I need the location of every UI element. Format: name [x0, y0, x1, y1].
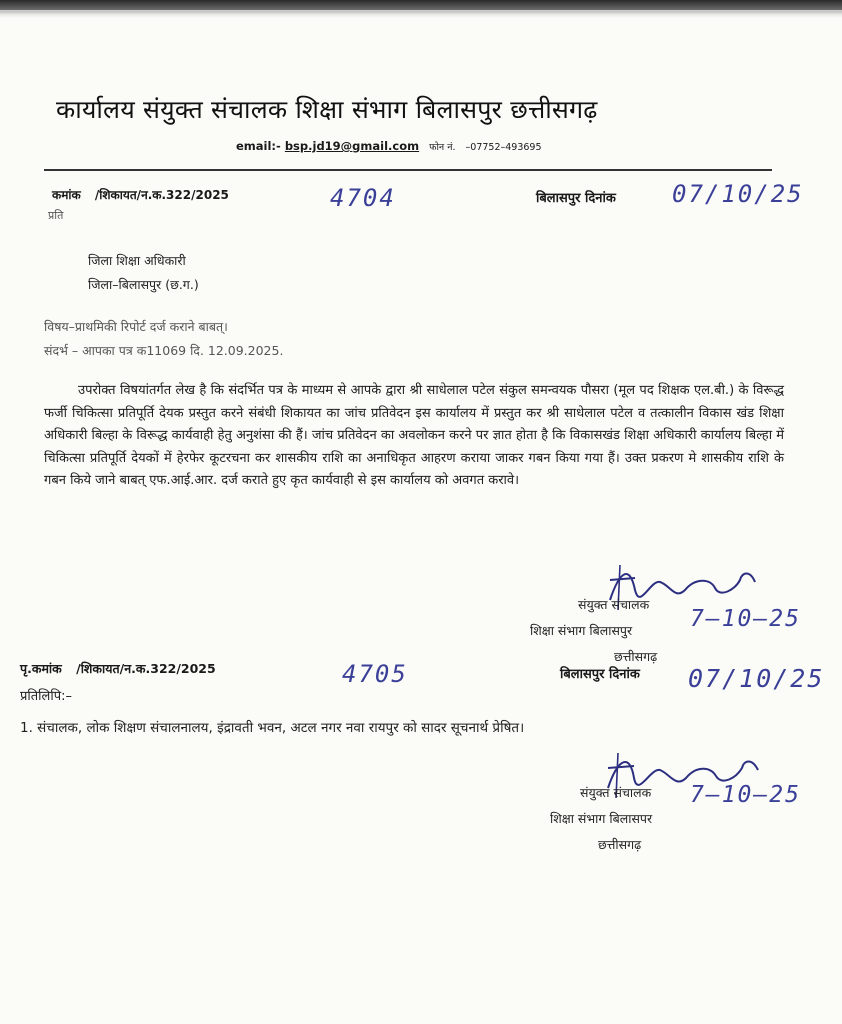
reference-line: संदर्भ – आपका पत्र क11069 दि. 12.09.2025.	[44, 343, 284, 358]
body-paragraph: उपरोक्त विषयांतर्गत लेख है कि संदर्भित पत्र के माध्यम से आपके द्वारा श्री साधेलाल पटेल संकुल समन्वयक पौसरा (मूल पद शिक्षक एल.बी.) के विरूद्ध फर्जी चिकित्सा प्रतिपूर्ति देयक प्रस्तुत करने संबंधी शिकायत का जांच प्रतिवेदन इस कार्यालय में प्रस्तुत कर श्री साधेलाल पटेल व तत्कालीन विकास खंड शिक्षा अधिकारी बिल्हा के विरूद्ध कार्यवाही हेतु अनुशंसा की हैं। जांच प्रतिवेदन का अवलोकन करने पर ज्ञात होता है कि विकासखंड शिक्षा अधिकारी कार्यालय बिल्हा में चिकित्सा प्रतिपूर्ति देयकों में हेरफेर कूटरचना कर शासकीय राशि का अनाधिकृत आहरण कराया जाकर गबन किया गया हैं। उक्त प्रकरण मे शासकीय राशि के गबन किये जाने बाबत् एफ.आई.आर. दर्ज कराते हुए कृत कार्यवाही से इस कार्यालय को अवगत करावे।	[44, 383, 784, 488]
ref-number: /शिकायत/न.क.322/2025	[94, 188, 229, 202]
copy-ref-line	[20, 660, 216, 677]
copy-date-label: बिलासपुर दिनांक	[560, 667, 640, 682]
date-label: बिलासपुर दिनांक	[536, 191, 616, 206]
office-title: कार्यालय संयुक्त संचालक शिक्षा संभाग बिलासपुर छत्तीसगढ़	[56, 95, 598, 124]
issue-number-handwritten: 4704	[330, 184, 396, 212]
copy-item-1: 1. संचालक, लोक शिक्षण संचालनालय, इंद्रावती भवन, अटल नगर नवा रायपुर को सादर सूचनार्थ प्रेषित।	[20, 720, 525, 736]
ref-label: कमांक	[52, 188, 81, 202]
copy-date-handwritten: 07/10/25	[688, 664, 825, 693]
sig1-designation: संयुक्त संचालक	[578, 597, 650, 612]
sig2-designation: संयुक्त संचालक	[580, 785, 652, 800]
contact-line	[236, 139, 542, 153]
recipient-line-2: जिला–बिलासपुर (छ.ग.)	[88, 277, 199, 292]
copy-label: प्रतिलिपि:–	[20, 689, 72, 704]
sig2-date-handwritten: 7–10–25	[690, 782, 801, 808]
to-prefix: प्रति	[48, 209, 64, 222]
header-divider	[44, 169, 772, 171]
recipient-line-1: जिला शिक्षा अधिकारी	[88, 253, 186, 268]
copy-ref-number: /शिकायत/न.क.322/2025	[76, 661, 216, 676]
phone-number: –07752–493695	[465, 142, 542, 153]
sig1-state: छत्तीसगढ़	[614, 649, 658, 664]
copy-ref-label: पृ.कमांक	[20, 661, 62, 676]
ref-line	[52, 186, 229, 203]
subject-line: विषय–प्राथमिकी रिपोर्ट दर्ज कराने बाबत्।	[44, 319, 228, 334]
sig1-office: शिक्षा संभाग बिलासपुर	[530, 623, 633, 638]
sig2-state: छत्तीसगढ़	[598, 837, 642, 852]
copy-issue-number-handwritten: 4705	[342, 660, 408, 688]
date-handwritten: 07/10/25	[672, 180, 804, 208]
email-address[interactable]: bsp.jd19@gmail.com	[284, 139, 420, 153]
email-label: email:-	[236, 139, 281, 153]
phone-label: फोन नं.	[429, 142, 456, 153]
sig1-date-handwritten: 7–10–25	[690, 606, 801, 632]
letter-body	[44, 380, 784, 493]
sig2-office: शिक्षा संभाग बिलासपर	[550, 811, 653, 826]
scan-top-shadow	[0, 10, 842, 18]
